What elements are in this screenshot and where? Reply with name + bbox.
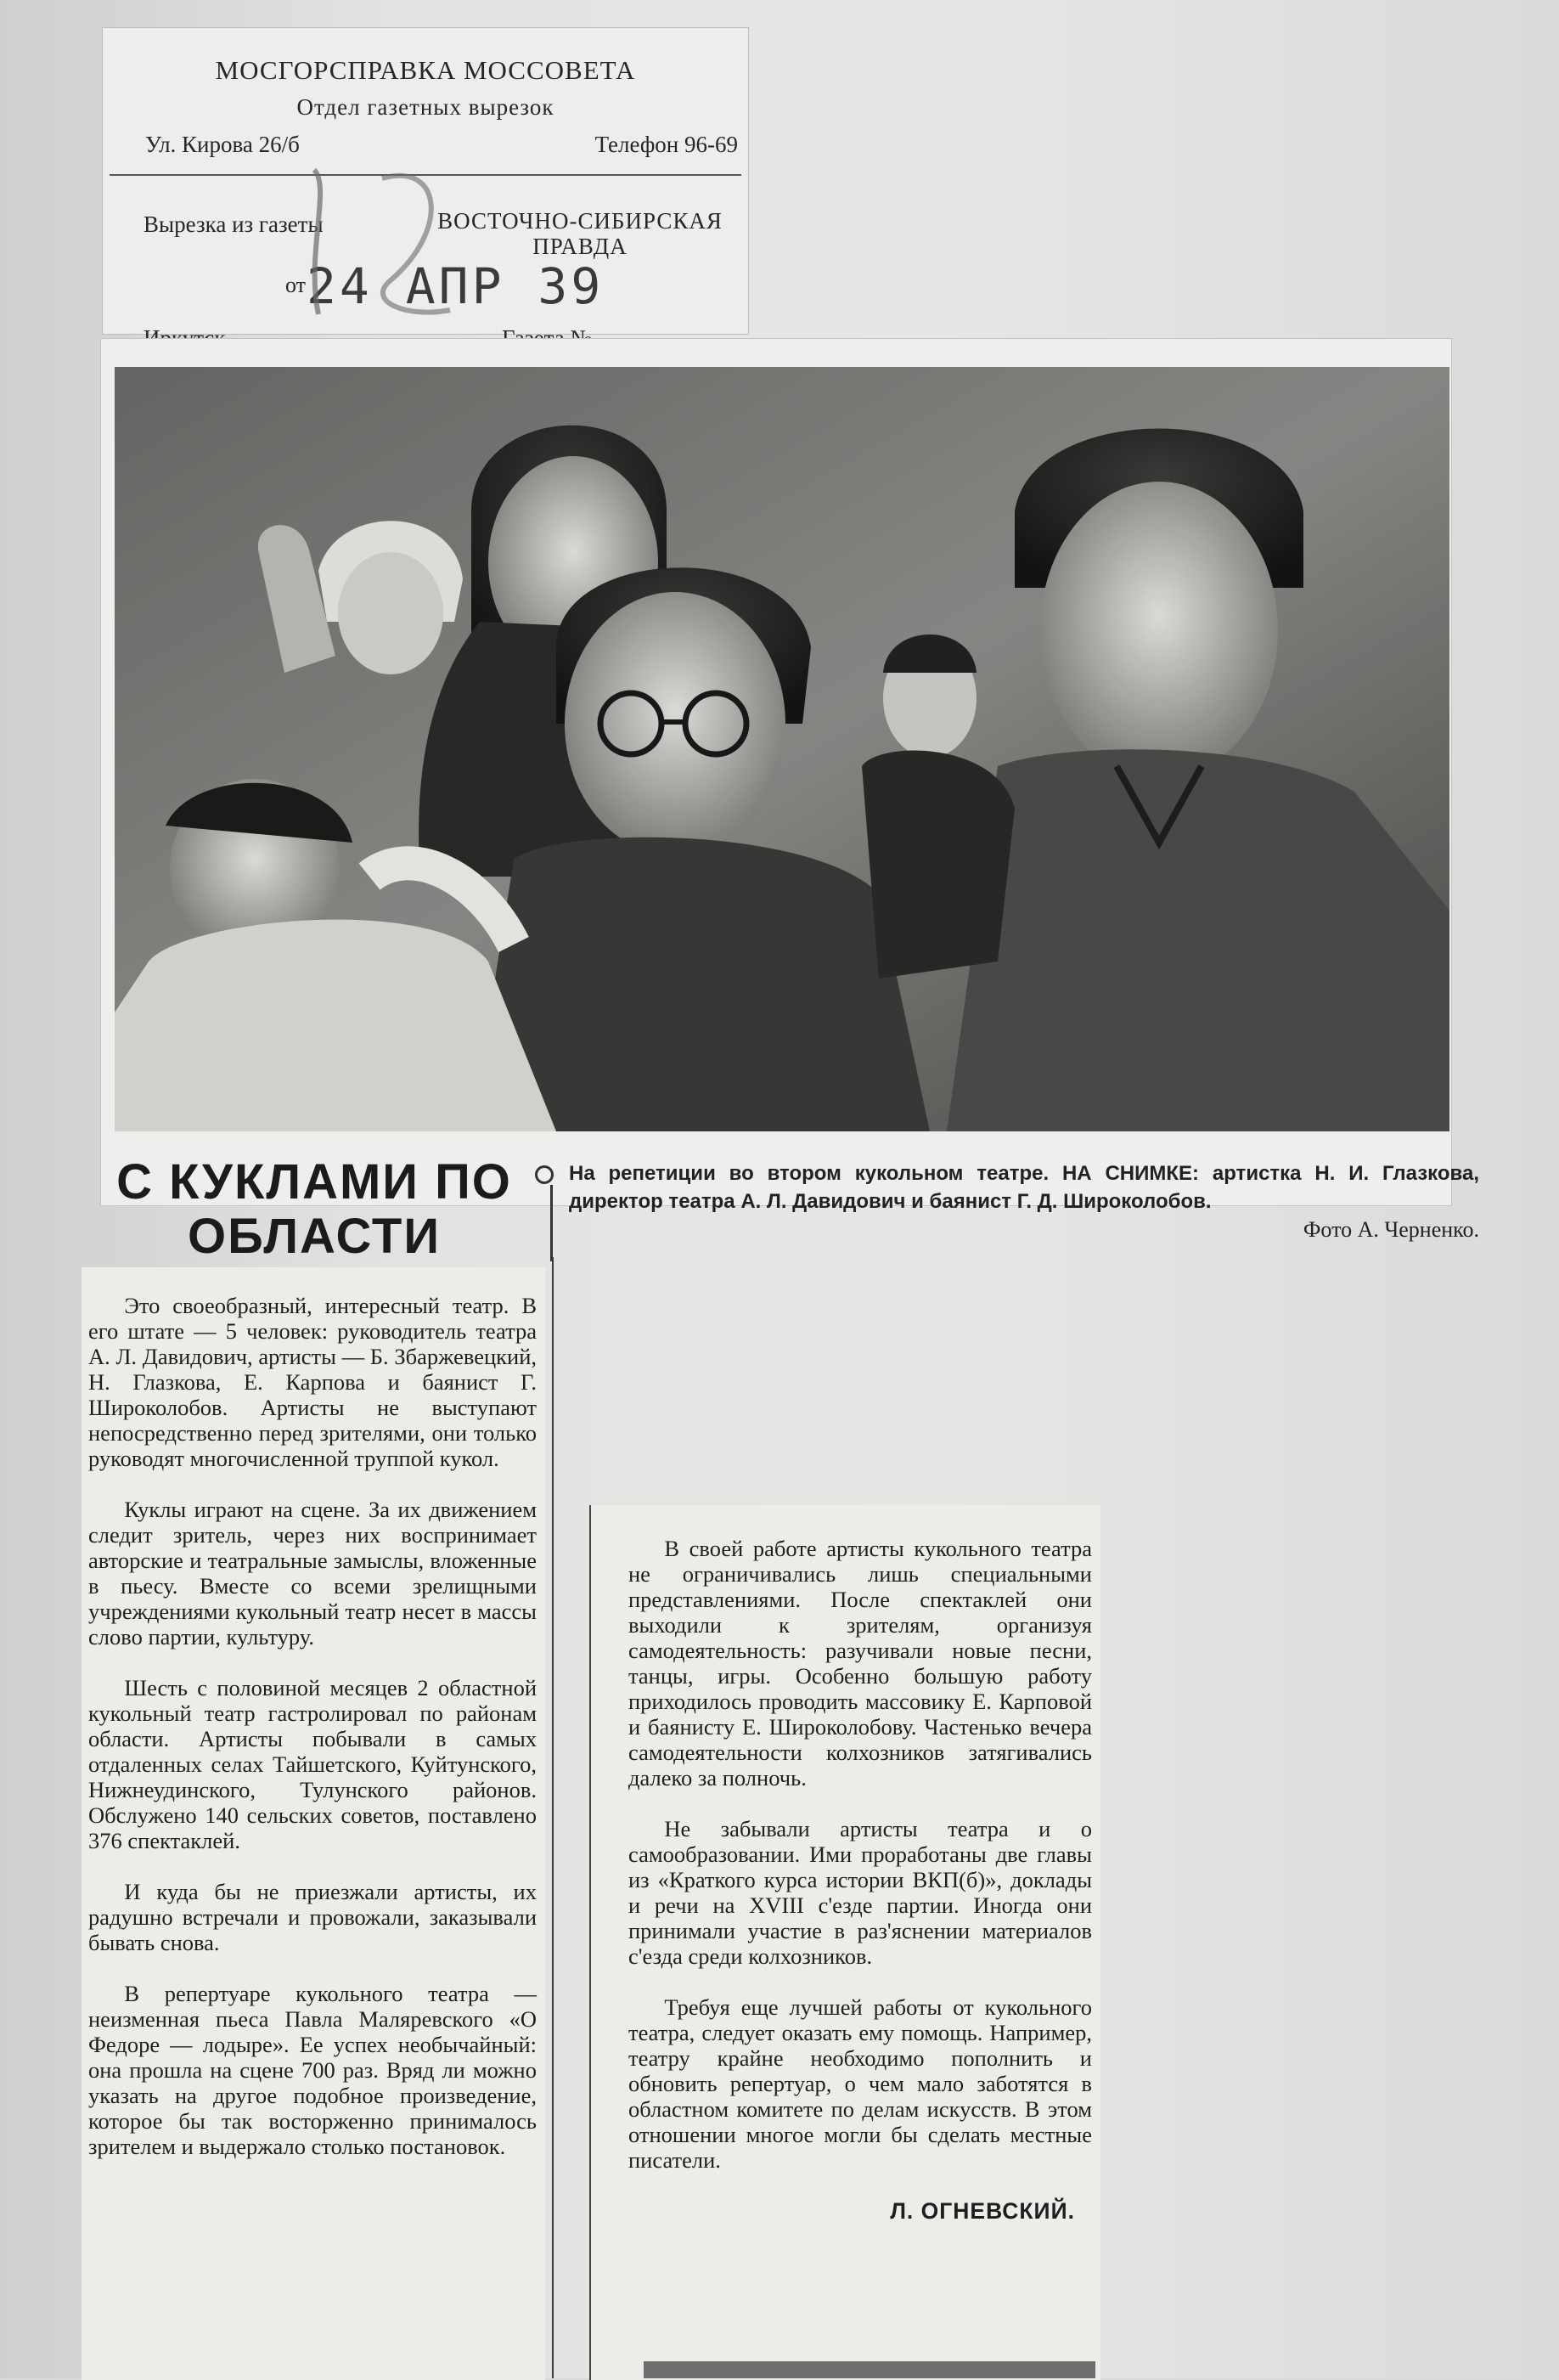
clipping-edge <box>644 2361 1095 2378</box>
label-org: МОСГОРСПРАВКА МОССОВЕТА <box>215 55 636 85</box>
label-dept: Отдел газетных вырезок <box>296 94 554 120</box>
rehearsal-photo <box>115 367 1449 1131</box>
label-date-stamp: 24 АПР 39 <box>307 257 605 315</box>
label-date-prefix: от <box>285 273 307 297</box>
paragraph: Не забывали артисты театра и о самообразовании. Ими проработаны две главы из «Краткого курса истории ВКП(б)», доклады и речи на XVIII с'езде партии. Иногда они принимали участие в раз'яснении материалов с'езда среди колхозников. <box>628 1816 1092 1969</box>
paragraph: Требуя еще лучшей работы от кукольного театра, следует оказать ему помощь. Например, театру крайне необходимо пополнить и обновить репертуар, о чем мало заботятся в областном комитете по делам искусств. В этом отношении многое могли бы сделать местные писатели. <box>628 1994 1092 2173</box>
article-author: Л. ОГНЕВСКИЙ. <box>890 2198 1075 2224</box>
paragraph: В своей работе артисты кукольного театра не ограничивались лишь специальными представлениями. После спектаклей они выходили к зрителям, организуя самодеятельность: разучивали новые песни, танцы, игры. Особенно большую работу приходилось проводить массовику Е. Карповой и баянисту Е. Широколобову. Частенько вечера самодеятельности колхозников затягивались далеко за полночь. <box>628 1536 1092 1791</box>
label-newspaper: ВОСТОЧНО-СИБИРСКАЯ ПРАВДА <box>437 208 723 259</box>
photo-caption <box>569 1159 1479 1242</box>
pencil-mark <box>280 153 501 331</box>
article-column-1 <box>82 1267 545 2380</box>
label-address: Ул. Кирова 26/б <box>145 132 300 157</box>
paragraph: Куклы играют на сцене. За их движением следит зритель, через них воспринимает авторские и театральные замыслы, вложенные в пьесу. Вместе со всеми зрелищными учреждениями кукольный театр несет в массы слово партии, культуру. <box>88 1497 537 1650</box>
paragraph: И куда бы не приезжали артисты, их радушно встречали и провожали, заказывали бывать снова. <box>88 1879 537 1955</box>
label-cut-from: Вырезка из газеты <box>144 211 324 237</box>
photo-credit: Фото А. Черненко. <box>1303 1217 1479 1242</box>
column-rule <box>552 1257 554 2378</box>
caption-rule <box>550 1185 553 1261</box>
paragraph: Шесть с половиной месяцев 2 областной кукольный театр гастролировал по районам области. Артисты побывали в самых отдаленных селах Тайшетского, Куйтунского, Нижнеудинского, Тулунского районов. Обслужено 140 сельских советов, поставлено 376 спектаклей. <box>88 1675 537 1853</box>
article-headline: С КУКЛАМИ ПО ОБЛАСТИ <box>116 1154 512 1264</box>
paragraph: В репертуаре кукольного театра — неизменная пьеса Павла Маляревского «О Федоре — лодыре». Ее успех необычайный: она прошла на сцене 700 раз. Вряд ли можно указать на другое подобное произведение, которое бы так восторженно принималось зрителем и выдержало столько постановок. <box>88 1981 537 2159</box>
caption-bullet <box>535 1165 554 1184</box>
label-phone: Телефон 96-69 <box>594 132 738 157</box>
article-column-2 <box>628 1510 1092 2377</box>
photo-caption-text: На репетиции во втором кукольном театре. НА СНИМКЕ: артистка Н. И. Глазкова, директор театра А. Л. Давидович и баянист Г. Д. Широколобов. <box>569 1162 1479 1213</box>
paragraph: Это своеобразный, интересный театр. В его штате — 5 человек: руководитель театра А. Л. Давидович, артисты — Б. Збаржевецкий, Н. Глазкова, Е. Карпова и баянист Г. Широколобов. Артисты не выступают непосредственно перед зрителями, они только руководят многочисленной труппой кукол. <box>88 1293 537 1471</box>
